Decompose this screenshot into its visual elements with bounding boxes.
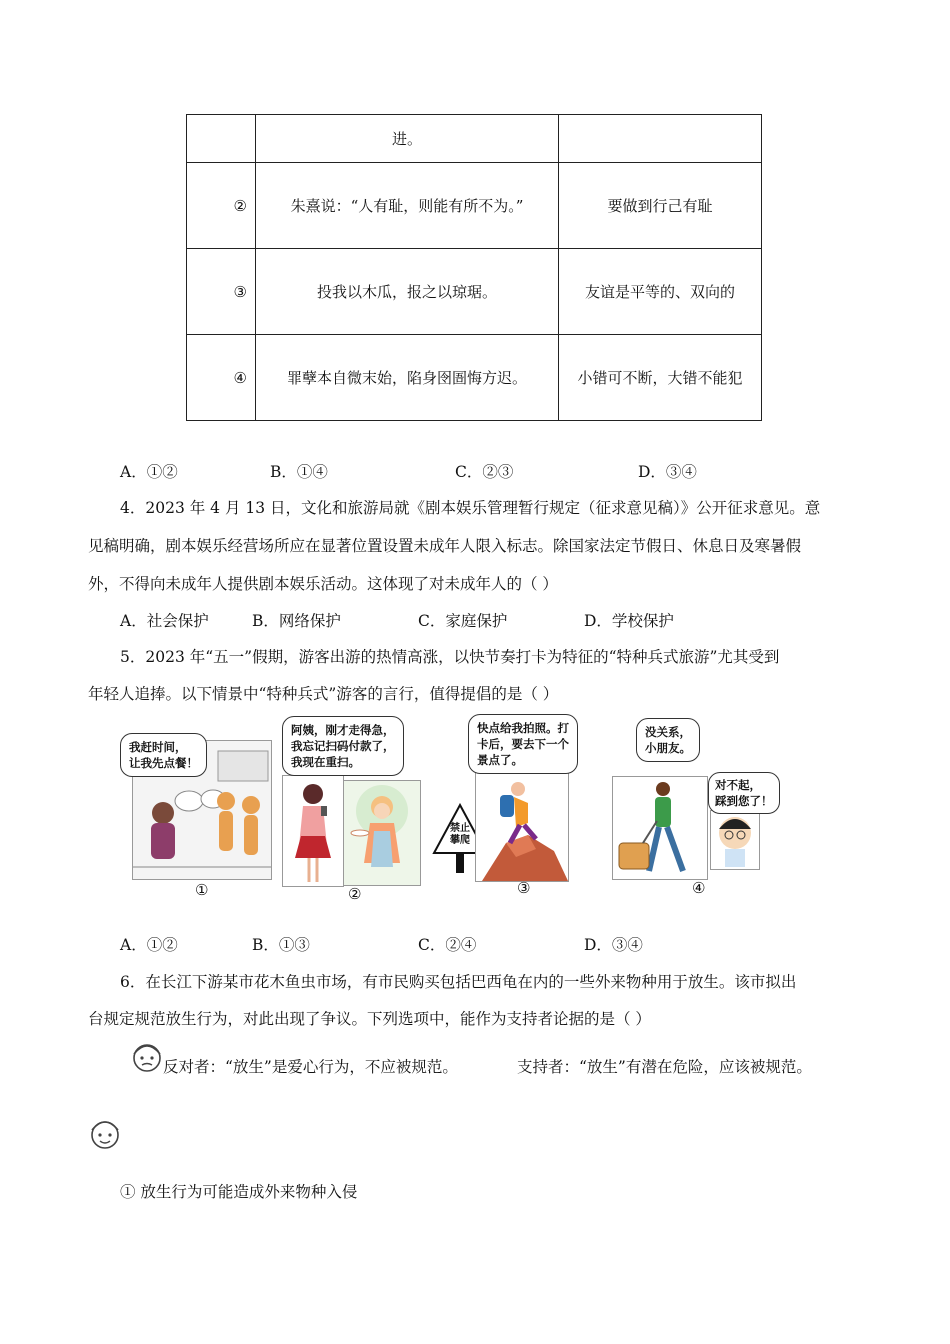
q4-option-a: A．社会保护 bbox=[120, 612, 209, 630]
q5-line: 年轻人追捧。以下情景中“特种兵式”游客的言行，值得提倡的是（ ） bbox=[88, 685, 559, 703]
q6-item-1: ① 放生行为可能造成外来物种入侵 bbox=[120, 1183, 358, 1201]
scene-2-speech-bubble: 阿姨，刚才走得急， 我忘记扫码付款了， 我现在重扫。 bbox=[282, 716, 404, 776]
scene-3-climber-image bbox=[475, 770, 569, 882]
q4-option-b: B．网络保护 bbox=[252, 612, 341, 630]
q5-line: 5．2023 年“五一”假期，游客出游的热情高涨，以快节奏打卡为特征的“特种兵式旅游”尤其受到 bbox=[120, 648, 780, 666]
table-cell-meaning bbox=[559, 115, 762, 163]
q6-line: 台规定规范放生行为，对此出现了争议。下列选项中，能作为支持者论据的是（ ） bbox=[88, 1010, 651, 1028]
q3-option-d: D．③④ bbox=[638, 463, 697, 481]
scene-3-speech-bubble: 快点给我拍照。打 卡后，要去下一个 景点了。 bbox=[468, 714, 578, 774]
table-cell-quote: 罪孽本自微末始，陷身囹圄悔方迟。 bbox=[256, 335, 559, 421]
q3-option-c: C．②③ bbox=[455, 463, 514, 481]
q6-line: 6．在长江下游某市花木鱼虫市场，有市民购买包括巴西龟在内的一些外来物种用于放生。该市拟出 bbox=[120, 973, 797, 991]
q5-option-a: A．①② bbox=[120, 936, 178, 954]
q3-option-b: B．①④ bbox=[270, 463, 328, 481]
q4-option-c: C．家庭保护 bbox=[418, 612, 508, 630]
table-cell-meaning: 小错可不断，大错不能犯 bbox=[559, 335, 762, 421]
q4-line: 4．2023 年 4 月 13 日，文化和旅游局就《剧本娱乐管理暂行规定（征求意见稿）》公开征求意见。意 bbox=[120, 499, 821, 517]
table-row-num: ④ bbox=[187, 335, 256, 421]
scene-1-speech-bubble: 我赶时间， 让我先点餐！ bbox=[120, 733, 207, 777]
supporter-statement: 支持者：“放生”有潜在危险，应该被规范。 bbox=[517, 1058, 812, 1076]
table-row-num: ③ bbox=[187, 249, 256, 335]
table-cell-quote: 进。 bbox=[256, 115, 559, 163]
q4-line: 见稿明确，剧本娱乐经营场所应在显著位置设置未成年人限入标志。除国家法定节假日、休息日及寒暑假 bbox=[88, 537, 802, 555]
q4-line: 外，不得向未成年人提供剧本娱乐活动。这体现了对未成年人的（ ） bbox=[88, 575, 558, 593]
opponent-statement: 反对者：“放生”是爱心行为，不应被规范。 bbox=[163, 1058, 458, 1076]
scene-2-girl-image bbox=[282, 775, 344, 887]
table-row-num bbox=[187, 115, 256, 163]
q5-option-d: D．③④ bbox=[584, 936, 643, 954]
face-icon bbox=[130, 1040, 164, 1074]
table-cell-quote: 投我以木瓜，报之以琼琚。 bbox=[256, 249, 559, 335]
scene-4-traveler-image bbox=[612, 776, 708, 880]
question-table bbox=[186, 114, 762, 421]
table-cell-quote: 朱熹说：“人有耻，则能有所不为。” bbox=[256, 163, 559, 249]
q5-option-b: B．①③ bbox=[252, 936, 310, 954]
scene-4-number: ④ bbox=[692, 879, 706, 897]
table-row-num: ② bbox=[187, 163, 256, 249]
table-cell-meaning: 友谊是平等的、双向的 bbox=[559, 249, 762, 335]
q3-option-a: A．①② bbox=[120, 463, 178, 481]
face-icon bbox=[86, 1115, 122, 1151]
sign-text: 禁止 攀爬 bbox=[450, 823, 470, 846]
scene-1-number: ① bbox=[195, 881, 209, 899]
scene-2-aunt-image bbox=[343, 780, 421, 886]
scene-4-child-speech-bubble: 对不起， 踩到您了！ bbox=[708, 772, 780, 814]
q4-option-d: D．学校保护 bbox=[584, 612, 674, 630]
table-cell-meaning: 要做到行己有耻 bbox=[559, 163, 762, 249]
scene-3-number: ③ bbox=[517, 879, 531, 897]
scene-4-child-image bbox=[710, 810, 760, 870]
scene-2-number: ② bbox=[348, 885, 362, 903]
scene-4-speech-bubble: 没关系， 小朋友。 bbox=[636, 718, 700, 762]
q5-option-c: C．②④ bbox=[418, 936, 477, 954]
